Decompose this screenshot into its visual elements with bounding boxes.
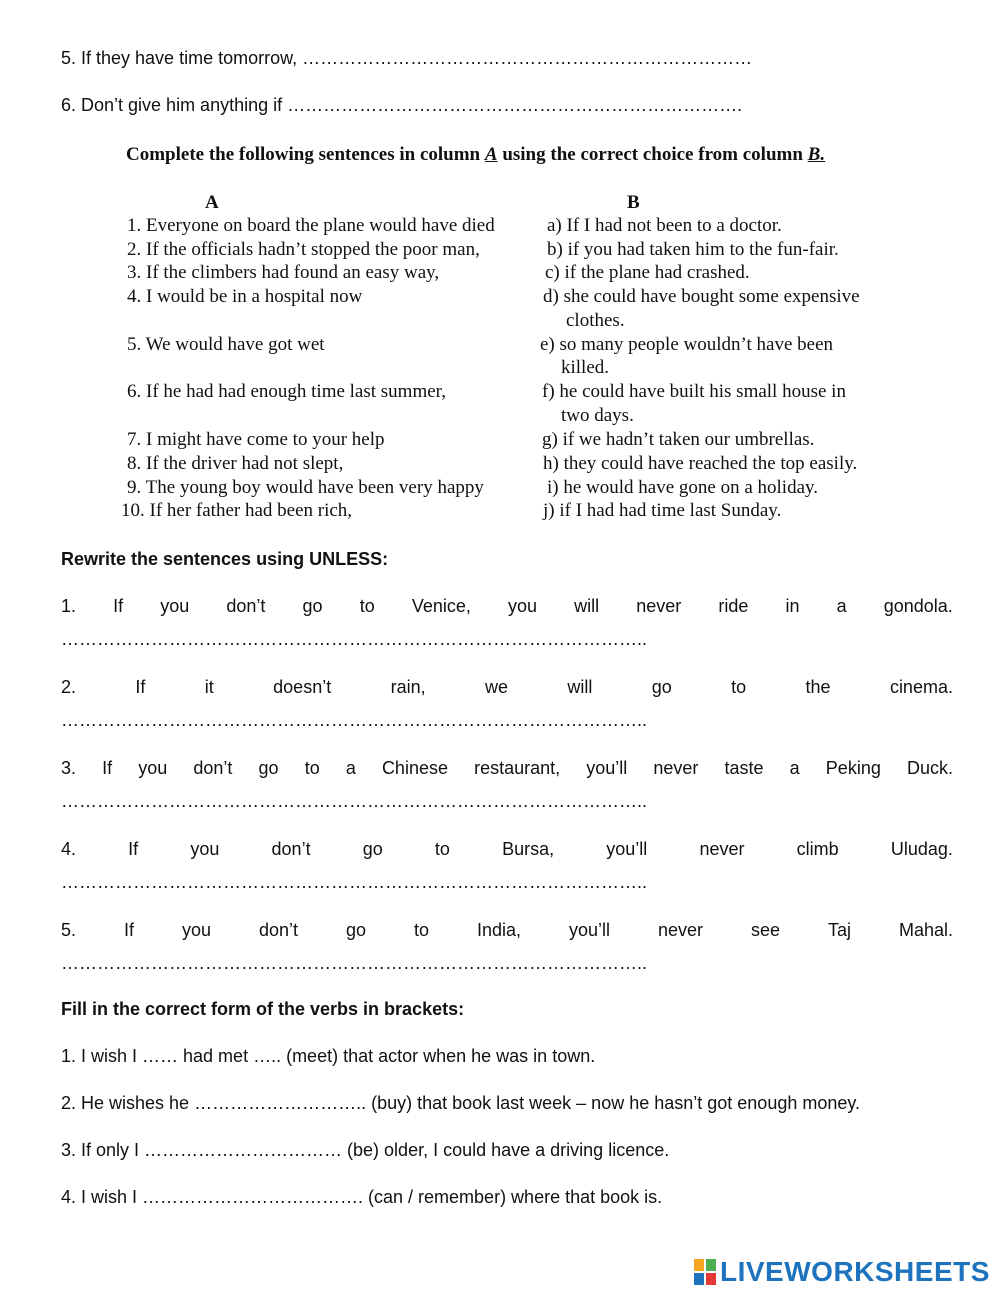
col-a-item: 3. If the climbers had found an easy way,: [127, 262, 440, 283]
unless-word: never: [653, 758, 699, 778]
col-b-item-cont: clothes.: [566, 310, 625, 331]
unless-word: don’t: [271, 839, 311, 859]
col-a-item: 4. I would be in a hospital now: [127, 286, 363, 307]
unless-word: it: [204, 677, 214, 697]
col-a-item: 1. Everyone on board the plane would have died: [127, 215, 495, 236]
question-5: 5. If they have time tomorrow, …………………………………………………………………: [61, 48, 753, 68]
col-b-item: b) if you had taken him to the fun-fair.: [547, 239, 839, 260]
instruction-text: Complete the following sentences in column: [126, 144, 485, 165]
unless-word: don’t: [258, 920, 299, 940]
liveworksheets-logo: [694, 1256, 990, 1288]
col-b-item-cont: killed.: [561, 357, 610, 378]
unless-word: restaurant,: [474, 758, 561, 778]
unless-word: Peking: [825, 758, 881, 778]
unless-word: never: [657, 920, 704, 940]
unless-word: go: [302, 596, 323, 616]
column-b-header: B: [627, 192, 640, 213]
unless-word: climb: [796, 839, 839, 859]
unless-word: 2.: [61, 677, 77, 697]
unless-word: If: [135, 677, 146, 697]
col-a-item: 8. If the driver had not slept,: [127, 453, 344, 474]
col-b-item: d) she could have bought some expensive: [543, 286, 860, 307]
unless-word: will: [567, 677, 593, 697]
unless-sentence: [61, 677, 953, 698]
verb-question: 1. I wish I …… had met ….. (meet) that actor when he was in town.: [61, 1046, 596, 1066]
unless-word: you’ll: [586, 758, 628, 778]
unless-word: to: [434, 839, 450, 859]
unless-heading: Rewrite the sentences using UNLESS:: [61, 549, 389, 569]
unless-word: to: [413, 920, 429, 940]
logo-text: LIVEWORKSHEETS: [720, 1256, 990, 1287]
unless-word: a: [345, 758, 356, 778]
unless-word: don’t: [226, 596, 266, 616]
unless-word: a: [789, 758, 800, 778]
col-b-item: g) if we hadn’t taken our umbrellas.: [542, 429, 815, 450]
col-a-item: 10. If her father had been rich,: [121, 500, 353, 521]
unless-word: go: [651, 677, 672, 697]
col-b-item: j) if I had had time last Sunday.: [543, 500, 782, 521]
unless-word: Taj: [827, 920, 851, 940]
unless-sentence: [61, 596, 953, 617]
unless-word: cinema.: [889, 677, 953, 697]
unless-sentence: [61, 920, 953, 941]
unless-word: 3.: [61, 758, 77, 778]
unless-word: 4.: [61, 839, 77, 859]
unless-word: you: [160, 596, 190, 616]
unless-word: 1.: [61, 596, 77, 616]
col-a-item: 5. We would have got wet: [127, 334, 325, 355]
col-b-item: a) If I had not been to a doctor.: [547, 215, 782, 236]
col-b-item: e) so many people wouldn’t have been: [540, 334, 834, 355]
unless-answer-line[interactable]: ……………………………………………………………………………………..: [61, 710, 648, 730]
unless-word: never: [636, 596, 682, 616]
unless-word: Bursa,: [502, 839, 555, 859]
unless-word: ride: [718, 596, 749, 616]
matching-instruction: [126, 144, 825, 166]
unless-word: go: [362, 839, 383, 859]
verb-question: 2. He wishes he ……………………….. (buy) that book last week – now he hasn’t got enough money.: [61, 1093, 861, 1113]
col-b-item: f) he could have built his small house in: [542, 381, 846, 402]
unless-word: Venice,: [411, 596, 471, 616]
unless-word: 5.: [61, 920, 77, 940]
unless-word: to: [304, 758, 320, 778]
col-b-item: h) they could have reached the top easily.: [543, 453, 858, 474]
unless-word: to: [359, 596, 375, 616]
unless-word: don’t: [193, 758, 233, 778]
col-b-item-cont: two days.: [561, 405, 634, 426]
unless-answer-line[interactable]: ……………………………………………………………………………………..: [61, 953, 648, 973]
unless-word: you’ll: [568, 920, 611, 940]
unless-word: doesn’t: [273, 677, 332, 697]
unless-answer-line[interactable]: ……………………………………………………………………………………..: [61, 872, 648, 892]
col-b-item: c) if the plane had crashed.: [545, 262, 750, 283]
unless-word: the: [805, 677, 831, 697]
unless-word: you: [507, 596, 537, 616]
unless-word: you’ll: [606, 839, 648, 859]
unless-word: you: [181, 920, 211, 940]
unless-word: India,: [476, 920, 522, 940]
unless-word: gondola.: [883, 596, 953, 616]
question-6: 6. Don’t give him anything if ………………………………………………………………….: [61, 95, 743, 115]
unless-word: we: [484, 677, 508, 697]
unless-word: rain,: [390, 677, 426, 697]
column-a-header: A: [205, 192, 219, 213]
unless-word: Duck.: [906, 758, 953, 778]
logo-icon: [694, 1259, 716, 1285]
unless-word: If: [123, 920, 134, 940]
unless-answer-line[interactable]: ……………………………………………………………………………………..: [61, 629, 648, 649]
unless-word: go: [258, 758, 279, 778]
unless-word: Uludag.: [890, 839, 953, 859]
verb-question: 3. If only I …………………………… (be) older, I could have a driving licence.: [61, 1140, 670, 1160]
verbs-heading: Fill in the correct form of the verbs in brackets:: [61, 999, 465, 1019]
verb-question: 4. I wish I ………………………………. (can / remember) where that book is.: [61, 1187, 663, 1207]
unless-answer-line[interactable]: ……………………………………………………………………………………..: [61, 791, 648, 811]
unless-word: to: [731, 677, 747, 697]
unless-word: go: [345, 920, 367, 940]
unless-word: you: [190, 839, 220, 859]
unless-word: Chinese: [381, 758, 448, 778]
instruction-text-mid: using the correct choice from column: [497, 144, 808, 165]
unless-word: will: [574, 596, 600, 616]
unless-word: If: [128, 839, 139, 859]
unless-word: never: [699, 839, 745, 859]
col-a-item: 7. I might have come to your help: [127, 429, 385, 450]
unless-word: If: [102, 758, 113, 778]
unless-word: taste: [724, 758, 764, 778]
unless-word: If: [113, 596, 124, 616]
col-a-item: 9. The young boy would have been very happy: [127, 477, 484, 498]
unless-sentence: [61, 839, 953, 860]
unless-word: Mahal.: [898, 920, 953, 940]
instruction-column-b: B.: [807, 144, 826, 165]
unless-word: a: [836, 596, 847, 616]
unless-word: you: [138, 758, 168, 778]
instruction-column-a: A: [484, 144, 498, 165]
col-a-item: 6. If he had had enough time last summer,: [127, 381, 446, 402]
col-a-item: 2. If the officials hadn’t stopped the poor man,: [127, 239, 480, 260]
unless-word: see: [750, 920, 781, 940]
unless-word: in: [785, 596, 800, 616]
col-b-item: i) he would have gone on a holiday.: [547, 477, 819, 498]
unless-sentence: [61, 758, 953, 779]
